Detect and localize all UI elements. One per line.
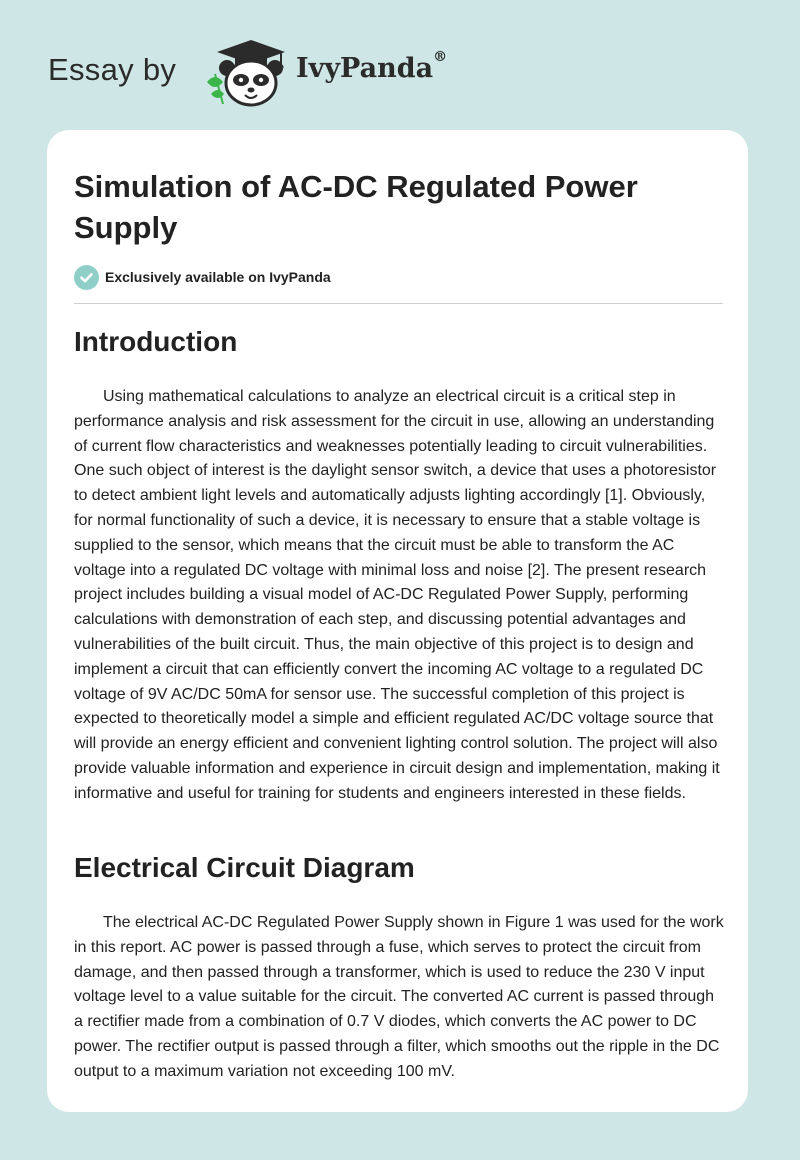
section-heading-circuit-diagram: Electrical Circuit Diagram xyxy=(74,852,415,883)
section-heading-introduction: Introduction xyxy=(74,326,238,357)
exclusive-badge xyxy=(74,264,331,290)
page-title: Simulation of AC-DC Regulated Power Supply xyxy=(74,169,638,245)
registered-mark: ® xyxy=(433,49,448,65)
brand-name[interactable]: IvyPanda® xyxy=(296,49,448,84)
essay-card xyxy=(47,130,748,1112)
paragraph-circuit-diagram: The electrical AC-DC Regulated Power Supply shown in Figure 1 was used for the work in this report. AC power is passed through a fuse, which serves to protect the circuit from damage, and then passed through a transformer, which is used to reduce the 230 V input voltage level to a value suitable for the circuit. The converted AC current is passed through a rectifier made from a combination of 0.7 V diodes, which converts the AC power to DC power. The rectifier output is passed through a filter, which smooths out the ripple in the DC output to a maximum variation not exceeding 100 mV. xyxy=(74,914,724,1080)
exclusive-label: Exclusively available on IvyPanda xyxy=(105,269,331,285)
divider xyxy=(74,303,723,304)
check-icon xyxy=(74,265,99,290)
essay-by-label: Essay by xyxy=(48,52,177,87)
panda-graduate-icon[interactable] xyxy=(201,36,291,108)
paragraph-introduction: Using mathematical calculations to analyze an electrical circuit is a critical step in performance analysis and risk assessment for the circuit in use, allowing an understanding of current flow characteristics and weaknesses potentially leading to circuit vulnerabilities. One such object of interest is the daylight sensor switch, a device that uses a photoresistor to detect ambient light levels and automatically adjusts lighting accordingly [1]. Obviously, for normal functionality of such a device, it is necessary to ensure that a stable voltage is supplied to the sensor, which means that the circuit must be able to transform the AC voltage into a regulated DC voltage with minimal loss and noise [2]. The present research project includes building a visual model of AC-DC Regulated Power Supply, performing calculations with demonstration of each step, and discussing potential advantages and vulnerabilities of the built circuit. Thus, the main objective of this project is to design and implement a circuit that can efficiently convert the incoming AC voltage to a regulated DC voltage of 9V AC/DC 50mA for sensor use. The successful completion of this project is expected to theoretically model a simple and efficient regulated AC/DC voltage source that will provide an energy efficient and convenient lighting control solution. The project will also provide valuable information and experience in circuit design and implementation, making it informative and useful for training for students and engineers interested in these fields. xyxy=(74,388,720,802)
site-header xyxy=(48,30,748,110)
